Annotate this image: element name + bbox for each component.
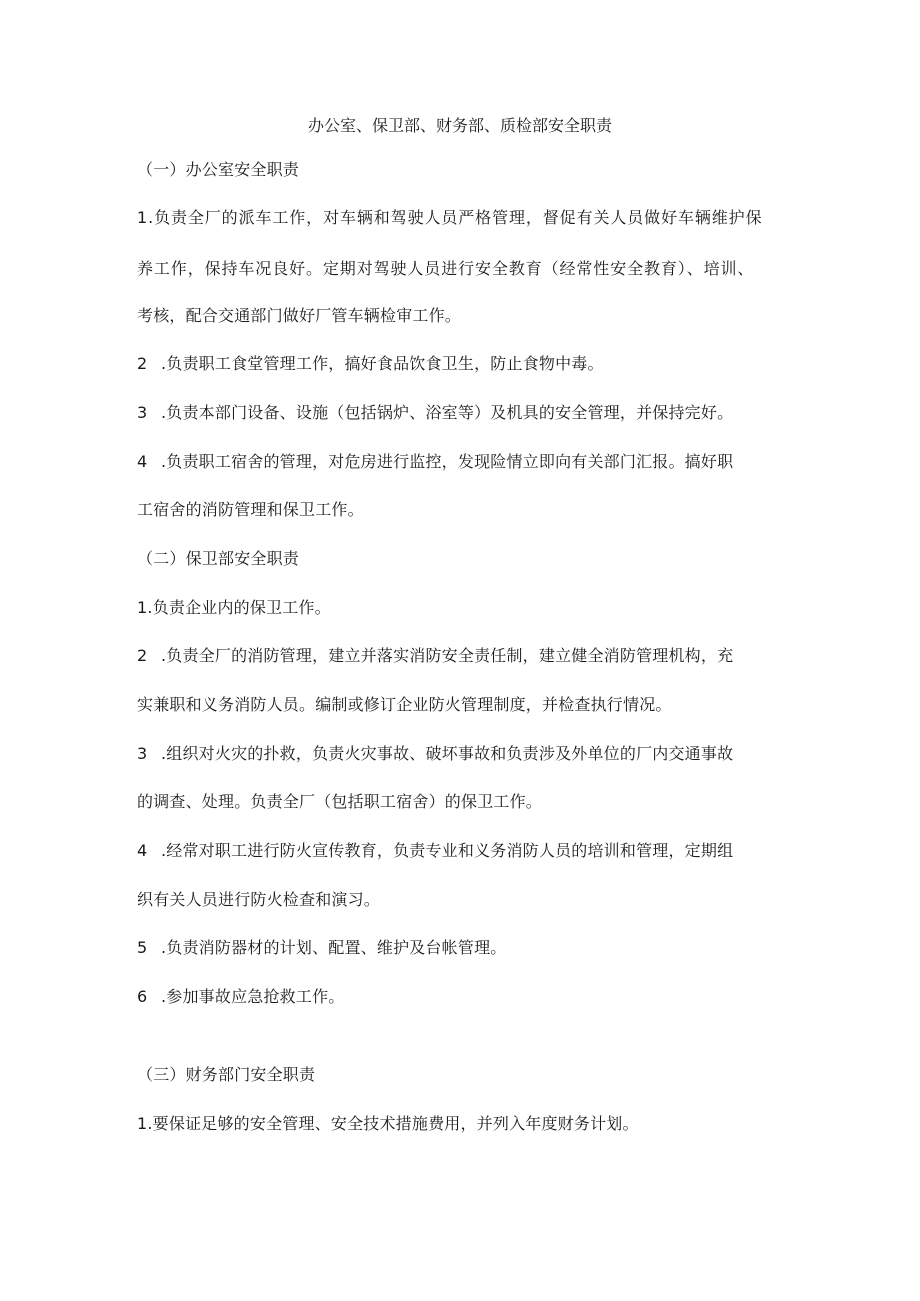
paragraph-line: [137, 937, 507, 959]
paragraph-line: [137, 451, 733, 473]
item-text: .负责职工宿舍的管理，对危房进行监控，发现险情立即向有关部门汇报。搞好职: [161, 452, 734, 471]
item-text: 负责全厂的派车工作，对车辆和驾驶人员严格管理，督促有关人员做好车辆维护保: [154, 208, 763, 227]
item-number: 4: [137, 841, 148, 860]
document-title: 办公室、保卫部、财务部、质检部安全职责: [307, 116, 612, 135]
paragraph-line: [137, 743, 733, 765]
paragraph-line: 养工作，保持车况良好。定期对驾驶人员进行安全教育（经常性安全教育）、培训、: [137, 259, 755, 278]
paragraph-line: 考核，配合交通部门做好厂管车辆检审工作。: [137, 306, 462, 325]
item-number: 3: [137, 744, 148, 763]
paragraph-line: 工宿舍的消防管理和保卫工作。: [137, 500, 364, 519]
item-text: 负责企业内的保卫工作。: [152, 598, 331, 617]
item-text: .负责全厂的消防管理，建立并落实消防安全责任制，建立健全消防管理机构，充: [161, 646, 734, 665]
section-heading: （三）财务部门安全职责: [137, 1065, 316, 1084]
item-text: .负责本部门设备、设施（包括锅炉、浴室等）及机具的安全管理，并保持完好。: [161, 403, 734, 422]
item-text: .负责职工食堂管理工作，搞好食品饮食卫生，防止食物中毒。: [161, 354, 604, 373]
section-heading: （一）办公室安全职责: [137, 160, 300, 179]
paragraph-line: 实兼职和义务消防人员。编制或修订企业防火管理制度，并检查执行情况。: [137, 695, 672, 714]
item-number: 1.: [137, 208, 155, 227]
item-number: 3: [137, 403, 148, 422]
section-heading: （二）保卫部安全职责: [137, 549, 300, 568]
item-text: 要保证足够的安全管理、安全技术措施费用，并列入年度财务计划。: [152, 1114, 639, 1133]
item-number: 1.: [137, 1114, 153, 1133]
paragraph-line: [137, 353, 604, 375]
item-number: 4: [137, 452, 148, 471]
item-number: 2: [137, 646, 148, 665]
paragraph-line: [137, 1113, 639, 1135]
item-text: .负责消防器材的计划、配置、维护及台帐管理。: [161, 938, 507, 957]
paragraph-line: [137, 597, 331, 619]
item-text: .参加事故应急抢救工作。: [161, 987, 345, 1006]
paragraph-line: 织有关人员进行防火检查和演习。: [137, 890, 381, 909]
paragraph-line: [137, 840, 733, 862]
item-number: 5: [137, 938, 148, 957]
paragraph-line: [137, 645, 733, 667]
item-number: 6: [137, 987, 148, 1006]
item-text: .经常对职工进行防火宣传教育，负责专业和义务消防人员的培训和管理，定期组: [161, 841, 734, 860]
item-number: 2: [137, 354, 148, 373]
paragraph-line: 的调查、处理。负责全厂（包括职工宿舍）的保卫工作。: [137, 792, 543, 811]
paragraph-line: [137, 402, 733, 424]
item-text: .组织对火灾的扑救，负责火灾事故、破坏事故和负责涉及外单位的厂内交通事故: [161, 744, 734, 763]
paragraph-line: [137, 207, 762, 229]
item-number: 1.: [137, 598, 153, 617]
paragraph-line: [137, 986, 345, 1008]
